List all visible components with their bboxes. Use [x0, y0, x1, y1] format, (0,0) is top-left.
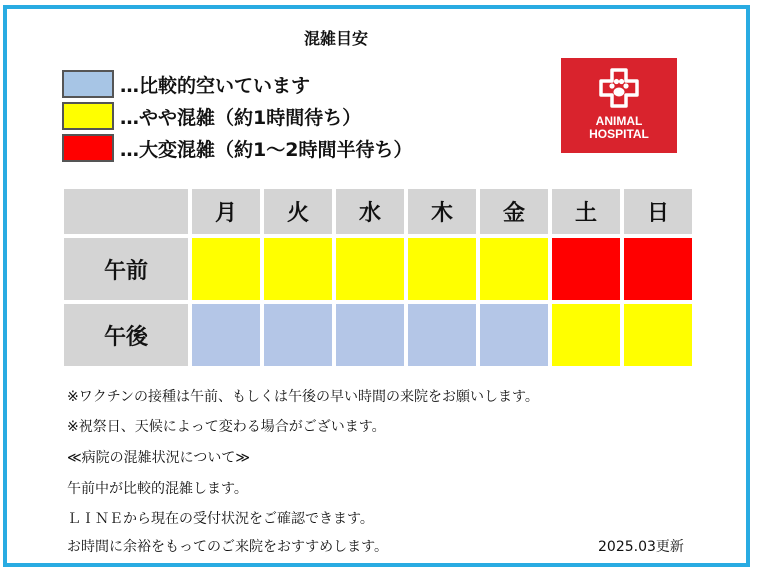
- congestion-cell-yellow: [336, 238, 404, 300]
- day-header-1: 月: [192, 189, 260, 234]
- congestion-cell-yellow: [192, 238, 260, 300]
- note-holidays: ※祝祭日、天候によって変わる場合がございます。: [67, 419, 386, 435]
- logo-text-line2: HOSPITAL: [589, 127, 649, 141]
- congestion-cell-blue: [264, 304, 332, 366]
- congestion-cell-blue: [192, 304, 260, 366]
- congestion-cell-red: [552, 238, 620, 300]
- legend-label-medium: …やや混雑（約1時間待ち）: [120, 106, 362, 129]
- day-header-5: 金: [480, 189, 548, 234]
- congestion-cell-blue: [408, 304, 476, 366]
- congestion-cell-blue: [336, 304, 404, 366]
- day-header-6: 土: [552, 189, 620, 234]
- congestion-cell-yellow: [624, 304, 692, 366]
- table-corner-cell: [64, 189, 188, 234]
- legend-item-medium: [62, 101, 361, 131]
- legend-item-high: [62, 133, 412, 163]
- legend-swatch-medium: [62, 102, 114, 130]
- updated-date: 2025.03更新: [598, 539, 684, 555]
- row-label-afternoon: 午後: [64, 304, 188, 366]
- note-line-status: ＬＩＮＥから現在の受付状況をご確認できます。: [67, 511, 374, 527]
- legend-label-low: …比較的空いています: [120, 74, 311, 97]
- note-section-heading: ≪病院の混雑状況について≫: [67, 450, 251, 466]
- congestion-cell-red: [624, 238, 692, 300]
- paw-cross-icon: [599, 68, 639, 108]
- row-label-morning: 午前: [64, 238, 188, 300]
- day-header-2: 火: [264, 189, 332, 234]
- congestion-cell-yellow: [264, 238, 332, 300]
- note-vaccine: ※ワクチンの接種は午前、もしくは午後の早い時間の来院をお願いします。: [67, 389, 539, 405]
- congestion-cell-yellow: [552, 304, 620, 366]
- congestion-cell-yellow: [480, 238, 548, 300]
- day-header-7: 日: [624, 189, 692, 234]
- legend-label-high: …大変混雑（約1～2時間半待ち）: [120, 138, 413, 161]
- congestion-cell-yellow: [408, 238, 476, 300]
- page-title: 混雑目安: [303, 29, 368, 48]
- note-recommendation: お時間に余裕をもってのご来院をおすすめします。: [67, 539, 389, 555]
- congestion-cell-blue: [480, 304, 548, 366]
- legend-swatch-high: [62, 134, 114, 162]
- logo-text-line1: ANIMAL: [595, 114, 643, 128]
- day-header-4: 木: [408, 189, 476, 234]
- day-header-3: 水: [336, 189, 404, 234]
- note-morning-busy: 午前中が比較的混雑します。: [67, 481, 248, 497]
- legend-swatch-low: [62, 70, 114, 98]
- hospital-logo: [561, 58, 677, 153]
- legend-item-low: [62, 69, 310, 99]
